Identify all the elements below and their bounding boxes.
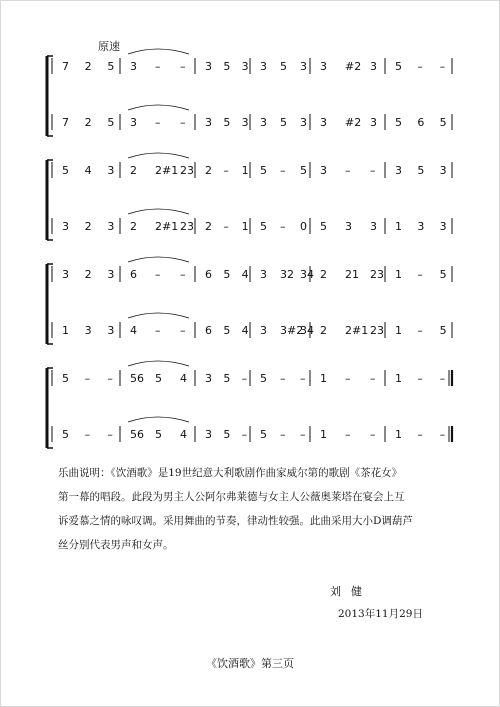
- lower-note: 5: [107, 116, 115, 129]
- upper-note: –: [84, 372, 91, 385]
- lower-note: 5: [439, 116, 447, 129]
- upper-note: 3: [260, 268, 267, 281]
- upper-note: –: [417, 372, 423, 385]
- music-notes: [58, 461, 468, 557]
- upper-note: –: [155, 60, 161, 73]
- upper-note: 5: [223, 268, 231, 281]
- lower-note: –: [345, 428, 351, 441]
- upper-note: –: [223, 164, 229, 177]
- lower-note: 6: [205, 324, 212, 337]
- upper-note: 2: [205, 164, 212, 177]
- upper-note: #2: [345, 60, 362, 73]
- lower-note: 1: [395, 428, 402, 441]
- upper-note: –: [180, 60, 186, 73]
- lower-note: 1: [395, 220, 402, 233]
- slur: [128, 49, 189, 54]
- upper-note: 5: [300, 164, 307, 177]
- upper-note: 2#1: [155, 164, 179, 177]
- lower-note: –: [107, 428, 113, 441]
- author: 刘健: [330, 585, 372, 598]
- lower-note: 5: [320, 220, 327, 233]
- lower-note: 2: [320, 324, 327, 337]
- upper-note: –: [417, 60, 423, 73]
- upper-note: –: [107, 372, 113, 385]
- lower-note: 3: [107, 324, 115, 337]
- upper-note: 5: [395, 60, 402, 73]
- lower-note: 3: [439, 220, 447, 233]
- upper-note: –: [345, 372, 351, 385]
- upper-note: –: [280, 372, 286, 385]
- lower-note: 3: [84, 324, 92, 337]
- upper-note: 5: [155, 372, 162, 385]
- upper-note: 2: [320, 268, 327, 281]
- upper-note: 34: [300, 268, 314, 281]
- upper-note: 5: [439, 268, 447, 281]
- lower-note: 1: [241, 220, 249, 233]
- upper-note: 3: [370, 60, 377, 73]
- lower-note: –: [180, 116, 186, 129]
- lower-note: –: [280, 428, 286, 441]
- upper-note: 3: [205, 372, 212, 385]
- lower-note: 4: [241, 324, 249, 337]
- lower-note: 5: [260, 220, 267, 233]
- slur: [128, 313, 189, 318]
- slur: [128, 417, 189, 422]
- date: 2013年11月29日: [338, 608, 423, 620]
- upper-note: 5: [260, 164, 267, 177]
- lower-note: 3: [300, 116, 307, 129]
- upper-note: –: [439, 372, 446, 385]
- lower-note: 1: [320, 428, 327, 441]
- upper-note: 6: [130, 268, 137, 281]
- lower-note: 3: [130, 116, 137, 129]
- lower-note: 3: [205, 428, 212, 441]
- upper-note: 5: [223, 372, 231, 385]
- lower-note: –: [223, 220, 229, 233]
- lower-note: –: [370, 428, 376, 441]
- upper-note: 5: [260, 372, 267, 385]
- notes-line-3: 诉爱慕之情的咏叹调。采用舞曲的节奏，律动性较强。此曲采用大小D调葫芦: [58, 515, 413, 527]
- upper-note: 6: [205, 268, 212, 281]
- lower-note: –: [417, 324, 423, 337]
- upper-note: –: [370, 372, 376, 385]
- lower-note: 3#2: [280, 324, 304, 337]
- slur: [128, 257, 189, 262]
- upper-note: 4: [241, 268, 249, 281]
- lower-note: 5: [223, 324, 231, 337]
- tempo-marking: 原速: [98, 40, 120, 53]
- lower-note: 3: [107, 220, 115, 233]
- upper-note: 3: [241, 60, 249, 73]
- lower-note: 3: [370, 116, 377, 129]
- lower-note: –: [155, 324, 161, 337]
- lower-note: –: [280, 220, 286, 233]
- lower-note: 5: [155, 428, 162, 441]
- lower-note: 0: [300, 220, 307, 233]
- lower-note: 5: [62, 428, 69, 441]
- upper-note: 3: [107, 164, 115, 177]
- upper-note: 4: [84, 164, 92, 177]
- lower-note: 4: [130, 324, 137, 337]
- upper-note: 1: [395, 268, 402, 281]
- slur: [128, 209, 189, 214]
- upper-note: 21: [345, 268, 359, 281]
- lower-note: 56: [130, 428, 144, 441]
- upper-note: 3: [260, 60, 267, 73]
- lower-note: 34: [300, 324, 314, 337]
- lower-note: 3: [205, 116, 212, 129]
- upper-note: 5: [62, 164, 69, 177]
- upper-note: 3: [395, 164, 402, 177]
- upper-note: 5: [417, 164, 425, 177]
- upper-note: 5: [107, 60, 115, 73]
- upper-note: 1: [320, 372, 327, 385]
- notes-line-1: 乐曲说明：《饮酒歌》是19世纪意大利歌剧作曲家威尔第的歌剧《茶花女》: [58, 467, 403, 479]
- upper-note: 32: [280, 268, 294, 281]
- lower-note: 23: [180, 220, 194, 233]
- upper-note: 3: [320, 60, 327, 73]
- upper-note: 1: [395, 372, 402, 385]
- lower-note: –: [155, 116, 161, 129]
- lower-note: 4: [180, 428, 187, 441]
- lower-note: –: [84, 428, 91, 441]
- upper-note: 23: [370, 268, 384, 281]
- upper-note: –: [280, 164, 286, 177]
- upper-note: –: [345, 164, 351, 177]
- upper-note: –: [370, 164, 376, 177]
- upper-note: 3: [205, 60, 212, 73]
- upper-note: 23: [180, 164, 194, 177]
- upper-note: –: [155, 268, 161, 281]
- lower-note: 3: [62, 220, 69, 233]
- upper-note: 2: [84, 60, 92, 73]
- upper-note: –: [180, 268, 186, 281]
- lower-note: –: [417, 428, 423, 441]
- lower-note: 3: [370, 220, 377, 233]
- lower-note: 2#1: [345, 324, 369, 337]
- slur: [128, 153, 189, 158]
- upper-note: –: [300, 372, 306, 385]
- lower-note: 5: [395, 116, 402, 129]
- lower-note: 3: [320, 116, 327, 129]
- lower-note: 1: [62, 324, 69, 337]
- lower-note: 3: [417, 220, 425, 233]
- upper-note: 56: [130, 372, 144, 385]
- page-footer: 《饮酒歌》第三页: [206, 657, 294, 670]
- lower-note: 6: [417, 116, 425, 129]
- lower-note: –: [439, 428, 446, 441]
- lower-note: 5: [223, 116, 231, 129]
- upper-note: 2: [84, 268, 92, 281]
- upper-note: –: [439, 60, 446, 73]
- lower-note: 3: [260, 324, 267, 337]
- lower-note: 5: [439, 324, 447, 337]
- upper-note: 2: [130, 164, 137, 177]
- upper-note: 3: [130, 60, 137, 73]
- lower-note: 7: [62, 116, 69, 129]
- lower-note: 3: [345, 220, 352, 233]
- notes-line-4: 丝分别代表男声和女声。: [58, 539, 174, 551]
- upper-note: 3: [300, 60, 307, 73]
- lower-note: 23: [370, 324, 384, 337]
- upper-note: 5: [62, 372, 69, 385]
- lower-note: 5: [223, 428, 231, 441]
- upper-note: 4: [180, 372, 187, 385]
- lower-note: 5: [260, 428, 267, 441]
- upper-note: –: [417, 268, 423, 281]
- lower-note: –: [180, 324, 186, 337]
- lower-note: 3: [241, 116, 249, 129]
- lower-note: 5: [280, 116, 287, 129]
- upper-note: 5: [280, 60, 287, 73]
- upper-note: –: [241, 372, 248, 385]
- upper-note: 5: [223, 60, 231, 73]
- slur: [128, 361, 189, 366]
- notes-line-2: 第一幕的唱段。此段为男主人公阿尔弗莱德与女主人公薇奥莱塔在宴会上互: [58, 491, 405, 503]
- lower-note: 1: [395, 324, 402, 337]
- upper-note: 3: [107, 268, 115, 281]
- lower-note: #2: [345, 116, 362, 129]
- upper-note: 3: [320, 164, 327, 177]
- upper-note: 1: [241, 164, 249, 177]
- upper-note: 3: [62, 268, 69, 281]
- lower-note: 3: [260, 116, 267, 129]
- lower-note: –: [241, 428, 248, 441]
- lower-note: 2: [205, 220, 212, 233]
- upper-note: 7: [62, 60, 69, 73]
- upper-note: 3: [439, 164, 447, 177]
- lower-note: 2#1: [155, 220, 179, 233]
- lower-note: 2: [130, 220, 137, 233]
- lower-note: 2: [84, 220, 92, 233]
- lower-note: –: [300, 428, 306, 441]
- lower-note: 2: [84, 116, 92, 129]
- slur: [128, 105, 189, 110]
